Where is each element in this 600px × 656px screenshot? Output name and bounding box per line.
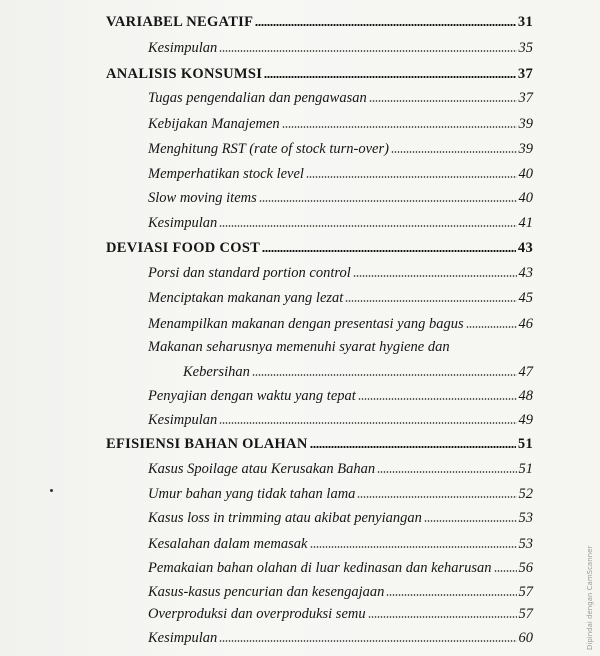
toc-subentry [148,536,533,553]
toc-page-number: 57 [518,584,533,600]
toc-subentry [148,630,533,647]
toc-page-number: 46 [518,316,533,332]
scan-speck [50,489,53,492]
toc-subentry-title: Overproduksi dan overproduksi semu [148,606,366,622]
dot-leader [466,326,517,328]
toc-subentry-title: Porsi dan standard portion control [148,265,351,281]
toc-subentry-title: Tugas pengendalian dan pengawasan [148,90,367,106]
dot-leader [377,471,516,473]
toc-page-number: 43 [517,240,533,256]
toc-page-number: 45 [518,290,533,306]
toc-subentry-title: Umur bahan yang tidak tahan lama [148,486,356,502]
toc-page-number: 47 [518,364,533,380]
toc-page-number: 53 [518,536,533,552]
toc-subentry-title: Kesimpulan [148,215,218,231]
toc-subentry [148,215,533,232]
toc-subentry-title: Menghitung RST (rate of stock turn-over) [148,141,389,157]
toc-subentry [183,364,533,381]
toc-page-number: 53 [518,510,533,526]
toc-subentry-title: Menciptakan makanan yang lezat [148,290,344,306]
toc-subentry-title: Kesimpulan [148,412,218,428]
toc-subentry-title: Kesimpulan [148,630,218,646]
toc-chapter-title: VARIABEL NEGATIF [106,14,254,30]
toc-subentry [148,584,533,601]
toc-subentry-title: Kasus Spoilage atau Kerusakan Bahan [148,461,376,477]
dot-leader [255,24,516,26]
toc-subentry-line1 [148,339,450,356]
dot-leader [345,300,516,302]
toc-subentry-title: Kasus loss in trimming atau akibat penyiangan [148,510,422,526]
dot-leader [282,126,517,128]
toc-subentry-title: Memperhatikan stock level [148,166,304,182]
toc-chapter-heading [106,14,533,31]
toc-page-number: 40 [518,190,533,206]
toc-page-number: 56 [518,560,533,576]
toc-chapter-heading [106,66,533,83]
dot-leader [358,398,517,400]
toc-page-number: 43 [518,265,533,281]
dot-leader [369,100,517,102]
dot-leader [494,570,517,572]
toc-page-number: 37 [517,66,533,82]
dot-leader [262,250,516,252]
dot-leader [219,50,516,52]
toc-subentry [148,265,533,282]
toc-page-number: 39 [518,141,533,157]
toc-subentry [148,606,533,623]
toc-subentry [148,461,533,478]
toc-page-number: 39 [518,116,533,132]
toc-page-number: 51 [518,461,533,477]
toc-page-number: 40 [518,166,533,182]
toc-chapter-title: EFISIENSI BAHAN OLAHAN [106,436,308,452]
toc-subentry-title: Kebijakan Manajemen [148,116,280,132]
dot-leader [353,275,517,277]
toc-subentry-title: Kasus-kasus pencurian dan kesengajaan [148,584,385,600]
toc-page-number: 49 [518,412,533,428]
toc-subentry [148,90,533,107]
scanner-watermark: Dipindai dengan CamScanner [586,545,594,650]
dot-leader [357,496,516,498]
dot-leader [386,594,516,596]
toc-subentry [148,190,533,207]
dot-leader [259,200,517,202]
toc-subentry-title: Penyajian dengan waktu yang tepat [148,388,356,404]
dot-leader [391,151,517,153]
toc-page-number: 51 [517,436,533,452]
toc-chapter-title: ANALISIS KONSUMSI [106,66,263,82]
dot-leader [219,422,516,424]
toc-page-number: 35 [518,40,533,56]
dot-leader [219,225,516,227]
dot-leader [310,446,516,448]
toc-subentry [148,166,533,183]
toc-subentry [148,40,533,57]
dot-leader [264,76,516,78]
toc-subentry [148,116,533,133]
toc-subentry-title: Kebersihan [183,364,250,380]
dot-leader [310,546,517,548]
dot-leader [424,520,517,522]
toc-subentry [148,316,533,333]
toc-page-number: 31 [517,14,533,30]
toc-chapter-heading [106,436,533,453]
toc-subentry [148,290,533,307]
toc-subentry [148,388,533,405]
toc-subentry [148,560,533,577]
toc-page-number: 60 [518,630,533,646]
toc-subentry-title: Makanan seharusnya memenuhi syarat hygiene dan [148,339,450,355]
toc-chapter-title: DEVIASI FOOD COST [106,240,261,256]
toc-subentry-title: Slow moving items [148,190,257,206]
toc-subentry-title: Pemakaian bahan olahan di luar kedinasan dan keharusan [148,560,492,576]
toc-subentry-title: Menampilkan makanan dengan presentasi yang bagus [148,316,464,332]
toc-subentry [148,412,533,429]
toc-subentry [148,486,533,503]
toc-page-number: 41 [518,215,533,231]
dot-leader [306,176,517,178]
toc-page-number: 37 [518,90,533,106]
dot-leader [252,374,517,376]
toc-subentry-title: Kesalahan dalam memasak [148,536,308,552]
toc-subentry [148,510,533,527]
toc-chapter-heading [106,240,533,257]
toc-page-number: 57 [518,606,533,622]
dot-leader [368,616,517,618]
toc-page-number: 48 [518,388,533,404]
toc-subentry-title: Kesimpulan [148,40,218,56]
dot-leader [219,640,516,642]
toc-subentry [148,141,533,158]
toc-page-number: 52 [518,486,533,502]
